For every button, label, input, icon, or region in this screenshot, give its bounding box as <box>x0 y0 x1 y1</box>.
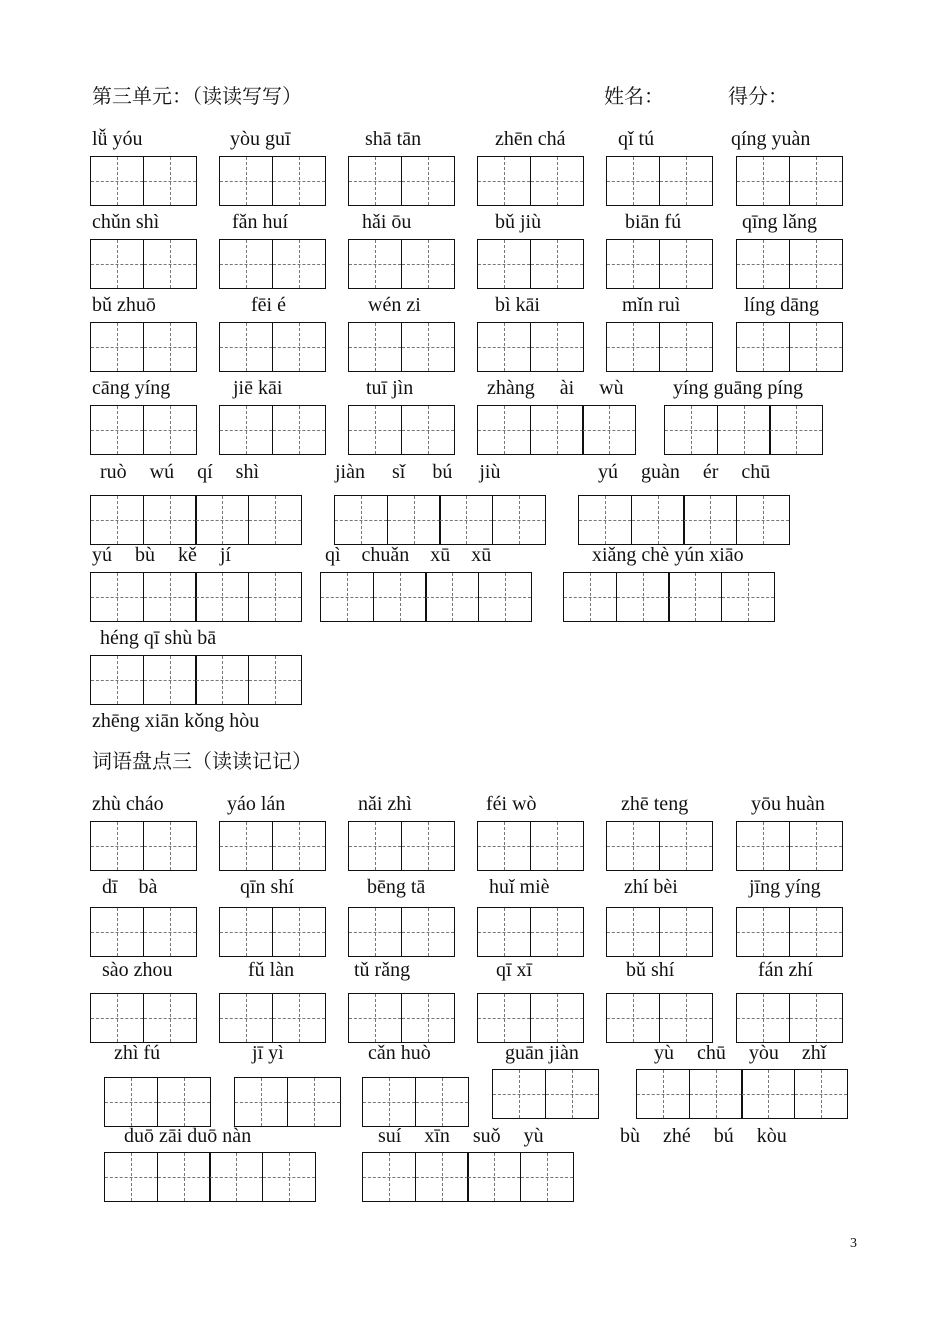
pinyin-label: jiàn sǐ bú jiù <box>335 461 501 483</box>
pinyin-label: dī bà <box>102 876 158 898</box>
writing-grid[interactable] <box>736 821 841 871</box>
pinyin-label: yáo lán <box>227 793 286 815</box>
writing-grid[interactable] <box>104 1152 314 1202</box>
writing-grid[interactable] <box>219 993 324 1043</box>
pinyin-label: yù chū yòu zhǐ <box>654 1042 827 1064</box>
pinyin-label: lǚ yóu <box>92 128 143 150</box>
writing-grid[interactable] <box>90 572 300 622</box>
writing-grid[interactable] <box>219 322 324 372</box>
writing-grid[interactable] <box>348 993 453 1043</box>
writing-grid[interactable] <box>606 239 711 289</box>
pinyin-label: qíng yuàn <box>731 128 811 150</box>
pinyin-label: bǔ jiù <box>495 211 542 233</box>
writing-grid[interactable] <box>606 322 711 372</box>
pinyin-label: fǎn huí <box>232 211 289 233</box>
pinyin-label: qīng lǎng <box>742 211 817 233</box>
pinyin-label: zhàng ài wù <box>487 377 624 399</box>
writing-grid[interactable] <box>477 322 582 372</box>
writing-grid[interactable] <box>606 821 711 871</box>
writing-grid[interactable] <box>348 821 453 871</box>
pinyin-label: wén zi <box>368 294 421 316</box>
pinyin-label: bǔ zhuō <box>92 294 156 316</box>
pinyin-label: zhē teng <box>621 793 689 815</box>
pinyin-label: duō zāi duō nàn <box>124 1125 252 1147</box>
pinyin-label: bù zhé bú kòu <box>620 1125 787 1147</box>
writing-grid[interactable] <box>348 322 453 372</box>
worksheet-title: 第三单元：（读读写写） <box>92 86 302 108</box>
writing-grid[interactable] <box>664 405 822 455</box>
writing-grid[interactable] <box>90 405 195 455</box>
writing-grid[interactable] <box>362 1152 572 1202</box>
pinyin-label: nǎi zhì <box>358 793 412 815</box>
pinyin-label: jī yì <box>252 1042 284 1064</box>
pinyin-label: huǐ miè <box>489 876 550 898</box>
writing-grid[interactable] <box>219 405 324 455</box>
pinyin-label: tǔ rǎng <box>354 959 411 981</box>
pinyin-label: fǔ làn <box>248 959 295 981</box>
pinyin-label: ruò wú qí shì <box>100 461 259 483</box>
writing-grid[interactable] <box>606 907 711 957</box>
pinyin-label: cāng yíng <box>92 377 171 399</box>
writing-grid[interactable] <box>90 495 300 545</box>
writing-grid[interactable] <box>477 239 582 289</box>
writing-grid[interactable] <box>477 993 582 1043</box>
writing-grid[interactable] <box>736 907 841 957</box>
writing-grid[interactable] <box>736 156 841 206</box>
pinyin-label: tuī jìn <box>366 377 414 399</box>
writing-grid[interactable] <box>90 239 195 289</box>
writing-grid[interactable] <box>736 239 841 289</box>
pinyin-label: jīng yíng <box>749 876 821 898</box>
pinyin-label: sào zhou <box>102 959 173 981</box>
name-label: 姓名： <box>604 86 664 108</box>
writing-grid[interactable] <box>90 322 195 372</box>
writing-grid[interactable] <box>477 907 582 957</box>
pinyin-label: héng qī shù bā <box>100 627 217 649</box>
pinyin-label: zhēng xiān kǒng hòu <box>92 710 260 732</box>
writing-grid[interactable] <box>636 1069 846 1119</box>
writing-grid[interactable] <box>219 821 324 871</box>
pinyin-label: bì kāi <box>495 294 540 316</box>
pinyin-label: qī xī <box>496 959 533 981</box>
writing-grid[interactable] <box>90 156 195 206</box>
score-label: 得分： <box>728 86 788 108</box>
pinyin-label: yíng guāng píng <box>673 377 803 399</box>
writing-grid[interactable] <box>362 1077 467 1127</box>
pinyin-label: zhí bèi <box>624 876 678 898</box>
writing-grid[interactable] <box>348 405 453 455</box>
writing-grid[interactable] <box>234 1077 339 1127</box>
pinyin-label: qǐ tú <box>618 128 655 150</box>
writing-grid[interactable] <box>477 821 582 871</box>
writing-grid[interactable] <box>90 655 300 705</box>
pinyin-label: qīn shí <box>240 876 294 898</box>
pinyin-label: yú bù kě jí <box>92 544 231 566</box>
pinyin-label: xiǎng chè yún xiāo <box>592 544 744 566</box>
pinyin-label: cǎn huò <box>368 1042 431 1064</box>
writing-grid[interactable] <box>104 1077 209 1127</box>
writing-grid[interactable] <box>578 495 788 545</box>
pinyin-label: suí xīn suǒ yù <box>378 1125 544 1147</box>
writing-grid[interactable] <box>90 907 195 957</box>
writing-grid[interactable] <box>492 1069 597 1119</box>
writing-grid[interactable] <box>477 405 635 455</box>
pinyin-label: féi wò <box>486 793 537 815</box>
writing-grid[interactable] <box>606 156 711 206</box>
pinyin-label: jiē kāi <box>233 377 283 399</box>
writing-grid[interactable] <box>334 495 544 545</box>
pinyin-label: fán zhí <box>758 959 813 981</box>
pinyin-label: hǎi ōu <box>362 211 412 233</box>
pinyin-label: biān fú <box>625 211 682 233</box>
pinyin-label: yú guàn ér chū <box>598 461 771 483</box>
writing-grid[interactable] <box>219 156 324 206</box>
pinyin-label: guān jiàn <box>505 1042 579 1064</box>
pinyin-label: zhēn chá <box>495 128 566 150</box>
pinyin-label: zhù cháo <box>92 793 164 815</box>
writing-grid[interactable] <box>563 572 773 622</box>
pinyin-label: shā tān <box>365 128 422 150</box>
pinyin-label: chǔn shì <box>92 211 160 233</box>
writing-grid[interactable] <box>736 322 841 372</box>
pinyin-label: zhì fú <box>114 1042 161 1064</box>
writing-grid[interactable] <box>348 907 453 957</box>
writing-grid[interactable] <box>348 239 453 289</box>
writing-grid[interactable] <box>90 821 195 871</box>
pinyin-label: yōu huàn <box>751 793 825 815</box>
writing-grid[interactable] <box>606 993 711 1043</box>
page-number: 3 <box>850 1236 857 1251</box>
writing-grid[interactable] <box>348 156 453 206</box>
writing-grid[interactable] <box>219 239 324 289</box>
pinyin-label: bēng tā <box>367 876 426 898</box>
section-title: 词语盘点三（读读记记） <box>92 751 312 773</box>
pinyin-label: líng dāng <box>744 294 819 316</box>
writing-grid[interactable] <box>90 993 195 1043</box>
pinyin-label: bǔ shí <box>626 959 675 981</box>
writing-grid[interactable] <box>477 156 582 206</box>
writing-grid[interactable] <box>219 907 324 957</box>
writing-grid[interactable] <box>320 572 530 622</box>
pinyin-label: qì chuǎn xū xū <box>325 544 492 566</box>
writing-grid[interactable] <box>736 993 841 1043</box>
pinyin-label: mǐn ruì <box>622 294 681 316</box>
pinyin-label: fēi é <box>251 294 286 316</box>
pinyin-label: yòu guī <box>230 128 291 150</box>
